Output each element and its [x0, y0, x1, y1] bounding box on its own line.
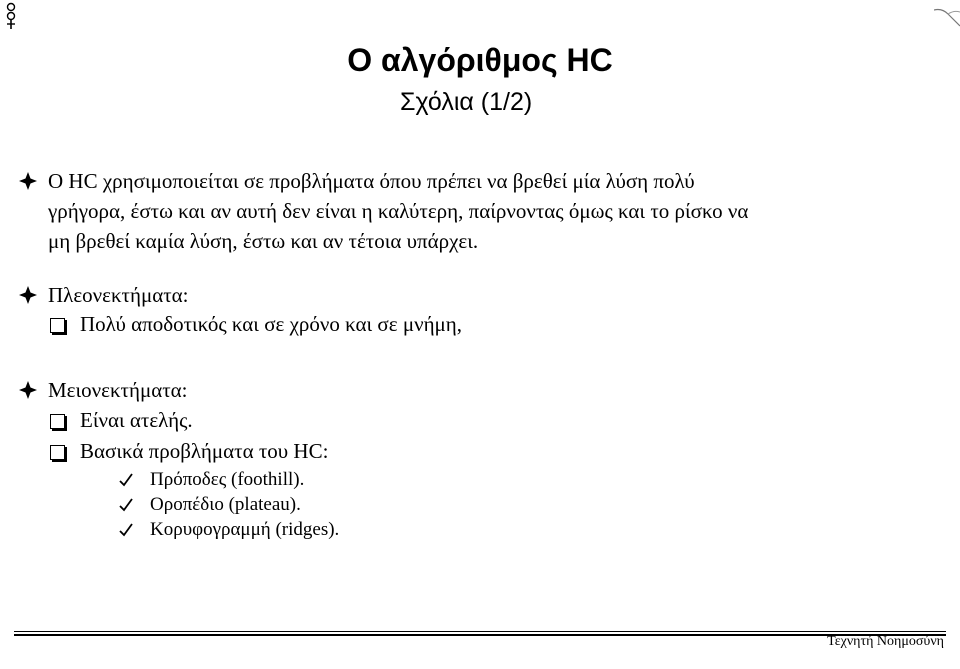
diamond-four-petal-icon: [18, 171, 38, 191]
footer-divider: [14, 634, 946, 636]
intro-line-1: Ο HC χρησιμοποιείται σε προβλήματα όπου πρέπει να βρεθεί μία λύση πολύ: [48, 169, 695, 193]
footer-label: Τεχνητή Νοημοσύνη: [827, 634, 944, 649]
checkmark-icon: [118, 522, 134, 538]
page-curl-icon: [934, 6, 960, 36]
disadvantage-item: Βασικά προβλήματα του HC:: [80, 439, 329, 463]
hollow-square-icon: [50, 414, 65, 429]
problem-item: Κορυφογραμμή (ridges).: [150, 519, 340, 540]
pushpin-icon: [4, 2, 18, 30]
diamond-four-petal-icon: [18, 285, 38, 305]
intro-line-3: μη βρεθεί καμία λύση, έστω και αν τέτοια υπάρχει.: [48, 229, 479, 253]
slide-title: Ο αλγόριθμος HC: [347, 42, 613, 78]
problem-item: Οροπέδιο (plateau).: [150, 494, 301, 515]
hollow-square-icon: [50, 318, 65, 333]
slide-subtitle: Σχόλια (1/2): [400, 88, 533, 116]
disadvantage-item: Είναι ατελής.: [80, 408, 193, 432]
problem-item: Πρόποδες (foothill).: [150, 469, 305, 490]
checkmark-icon: [118, 497, 134, 513]
intro-line-2: γρήγορα, έστω και αν αυτή δεν είναι η καλύτερη, παίρνοντας όμως και το ρίσκο να: [48, 199, 749, 223]
hollow-square-icon: [50, 445, 65, 460]
advantages-heading: Πλεονεκτήματα:: [48, 283, 189, 307]
checkmark-icon: [118, 472, 134, 488]
diamond-four-petal-icon: [18, 380, 38, 400]
disadvantages-heading: Μειονεκτήματα:: [48, 378, 188, 402]
advantage-item: Πολύ αποδοτικός και σε χρόνο και σε μνήμη,: [80, 312, 463, 336]
footer-divider: [14, 631, 946, 632]
